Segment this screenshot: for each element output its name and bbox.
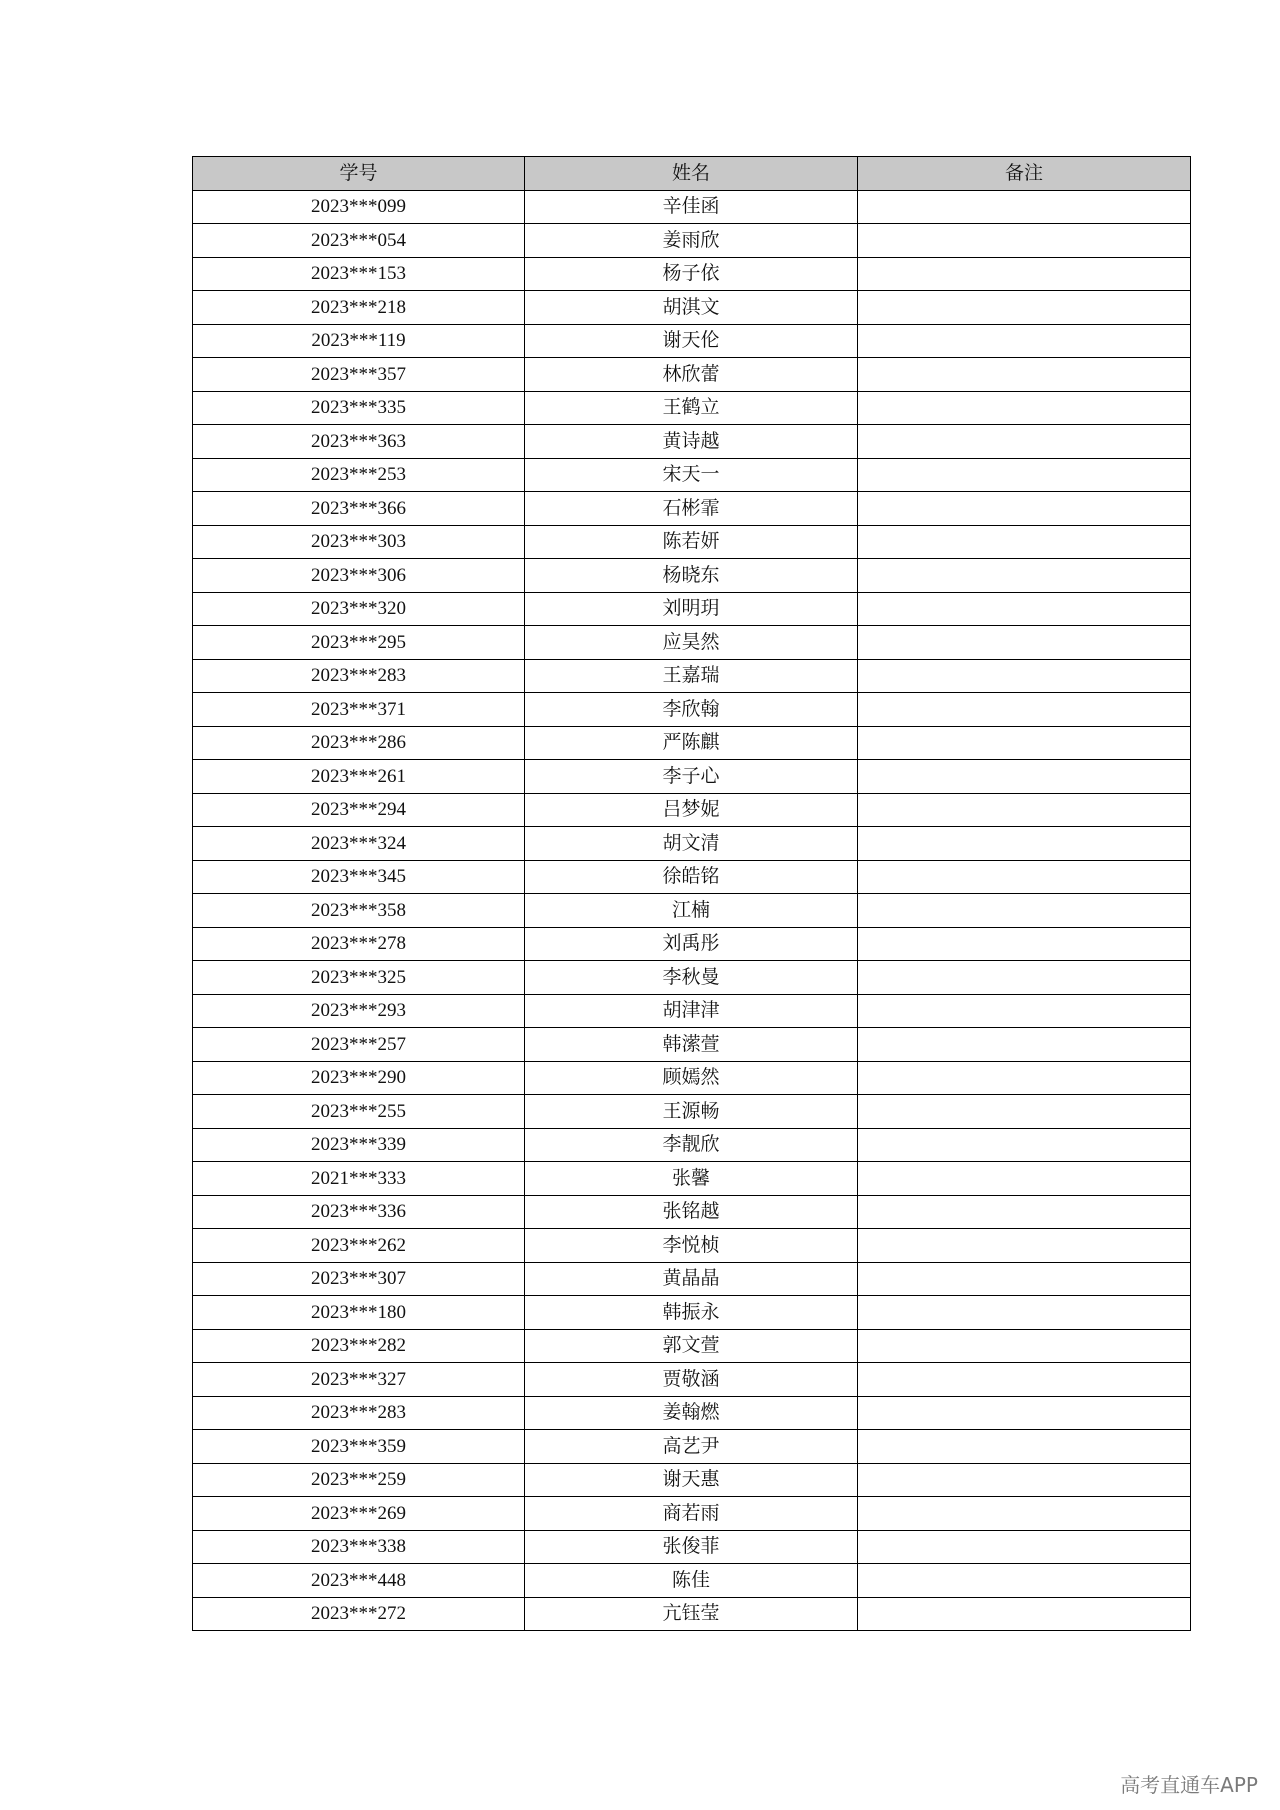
student-id-cell: 2023***218: [193, 291, 525, 325]
table-row: [193, 1396, 1191, 1430]
remarks-cell: [858, 458, 1191, 492]
table-header: [193, 157, 1191, 191]
table-row: [193, 1061, 1191, 1095]
table-row: [193, 358, 1191, 392]
remarks-cell: [858, 693, 1191, 727]
remarks-cell: [858, 190, 1191, 224]
remarks-cell: [858, 726, 1191, 760]
table-row: [193, 458, 1191, 492]
student-id-cell: 2023***339: [193, 1128, 525, 1162]
student-name-cell: 石彬霏: [525, 492, 858, 526]
table-row: [193, 391, 1191, 425]
table-row: [193, 425, 1191, 459]
table-row: [193, 559, 1191, 593]
remarks-cell: [858, 1463, 1191, 1497]
student-id-cell: 2023***153: [193, 257, 525, 291]
remarks-cell: [858, 1195, 1191, 1229]
table-row: [193, 1430, 1191, 1464]
remarks-cell: [858, 1363, 1191, 1397]
student-id-cell: 2023***307: [193, 1262, 525, 1296]
student-id-cell: 2023***261: [193, 760, 525, 794]
student-id-cell: 2023***338: [193, 1530, 525, 1564]
remarks-cell: [858, 1396, 1191, 1430]
student-name-cell: 郭文萱: [525, 1329, 858, 1363]
table-row: [193, 224, 1191, 258]
student-name-cell: 陈若妍: [525, 525, 858, 559]
remarks-cell: [858, 1028, 1191, 1062]
table-row: [193, 894, 1191, 928]
student-name-cell: 严陈麒: [525, 726, 858, 760]
remarks-cell: [858, 1095, 1191, 1129]
student-id-cell: 2023***320: [193, 592, 525, 626]
remarks-cell: [858, 1262, 1191, 1296]
table-row: [193, 324, 1191, 358]
remarks-cell: [858, 358, 1191, 392]
student-name-cell: 亢钰莹: [525, 1597, 858, 1631]
student-name-cell: 王鹤立: [525, 391, 858, 425]
remarks-cell: [858, 1530, 1191, 1564]
table-row: [193, 1195, 1191, 1229]
remarks-cell: [858, 324, 1191, 358]
remarks-cell: [858, 224, 1191, 258]
remarks-cell: [858, 1061, 1191, 1095]
student-name-cell: 胡淇文: [525, 291, 858, 325]
student-name-cell: 高艺尹: [525, 1430, 858, 1464]
remarks-cell: [858, 1296, 1191, 1330]
student-name-cell: 黄晶晶: [525, 1262, 858, 1296]
student-id-cell: 2023***324: [193, 827, 525, 861]
table-row: [193, 1162, 1191, 1196]
remarks-cell: [858, 927, 1191, 961]
student-name-cell: 辛佳函: [525, 190, 858, 224]
student-id-cell: 2023***359: [193, 1430, 525, 1464]
student-name-cell: 李欣翰: [525, 693, 858, 727]
remarks-cell: [858, 257, 1191, 291]
remarks-cell: [858, 860, 1191, 894]
header-name: 姓名: [525, 157, 858, 191]
header-remarks: 备注: [858, 157, 1191, 191]
student-id-cell: 2023***363: [193, 425, 525, 459]
student-name-cell: 韩振永: [525, 1296, 858, 1330]
student-id-cell: 2023***357: [193, 358, 525, 392]
table-row: [193, 1262, 1191, 1296]
remarks-cell: [858, 961, 1191, 995]
student-id-cell: 2023***303: [193, 525, 525, 559]
student-id-cell: 2023***294: [193, 793, 525, 827]
student-name-cell: 谢天伦: [525, 324, 858, 358]
table-row: [193, 1329, 1191, 1363]
student-name-cell: 胡津津: [525, 994, 858, 1028]
student-id-cell: 2023***272: [193, 1597, 525, 1631]
remarks-cell: [858, 760, 1191, 794]
student-id-cell: 2023***371: [193, 693, 525, 727]
student-id-cell: 2023***262: [193, 1229, 525, 1263]
table-row: [193, 726, 1191, 760]
table-row: [193, 257, 1191, 291]
table-row: [193, 1530, 1191, 1564]
remarks-cell: [858, 492, 1191, 526]
table-row: [193, 525, 1191, 559]
remarks-cell: [858, 1430, 1191, 1464]
remarks-cell: [858, 425, 1191, 459]
table-row: [193, 1128, 1191, 1162]
table-row: [193, 1363, 1191, 1397]
remarks-cell: [858, 391, 1191, 425]
student-name-cell: 韩潆萱: [525, 1028, 858, 1062]
student-id-cell: 2023***119: [193, 324, 525, 358]
student-name-cell: 张馨: [525, 1162, 858, 1196]
student-id-cell: 2023***366: [193, 492, 525, 526]
watermark: 高考直通车APP: [1120, 1773, 1258, 1797]
table-row: [193, 827, 1191, 861]
student-name-cell: 李子心: [525, 760, 858, 794]
student-id-cell: 2023***257: [193, 1028, 525, 1062]
student-id-cell: 2023***306: [193, 559, 525, 593]
remarks-cell: [858, 827, 1191, 861]
remarks-cell: [858, 1497, 1191, 1531]
table-row: [193, 190, 1191, 224]
table-row: [193, 659, 1191, 693]
student-name-cell: 贾敬涵: [525, 1363, 858, 1397]
table-body: [193, 190, 1191, 1631]
student-id-cell: 2023***345: [193, 860, 525, 894]
student-name-cell: 王源畅: [525, 1095, 858, 1129]
remarks-cell: [858, 1597, 1191, 1631]
remarks-cell: [858, 894, 1191, 928]
table-row: [193, 1296, 1191, 1330]
table-row: [193, 1463, 1191, 1497]
table-row: [193, 961, 1191, 995]
remarks-cell: [858, 626, 1191, 660]
remarks-cell: [858, 1128, 1191, 1162]
student-name-cell: 李悦桢: [525, 1229, 858, 1263]
student-name-cell: 姜雨欣: [525, 224, 858, 258]
table-row: [193, 1564, 1191, 1598]
student-id-cell: 2023***054: [193, 224, 525, 258]
student-id-cell: 2023***283: [193, 1396, 525, 1430]
student-id-cell: 2021***333: [193, 1162, 525, 1196]
student-name-cell: 谢天惠: [525, 1463, 858, 1497]
student-name-cell: 顾嫣然: [525, 1061, 858, 1095]
student-name-cell: 姜翰燃: [525, 1396, 858, 1430]
table-row: [193, 1095, 1191, 1129]
student-name-cell: 胡文清: [525, 827, 858, 861]
table-row: [193, 1229, 1191, 1263]
student-id-cell: 2023***336: [193, 1195, 525, 1229]
remarks-cell: [858, 793, 1191, 827]
student-id-cell: 2023***286: [193, 726, 525, 760]
student-name-cell: 李靓欣: [525, 1128, 858, 1162]
student-id-cell: 2023***253: [193, 458, 525, 492]
remarks-cell: [858, 1162, 1191, 1196]
student-name-cell: 王嘉瑞: [525, 659, 858, 693]
table-row: [193, 1497, 1191, 1531]
student-id-cell: 2023***099: [193, 190, 525, 224]
student-name-cell: 宋天一: [525, 458, 858, 492]
student-name-cell: 刘禹彤: [525, 927, 858, 961]
remarks-cell: [858, 659, 1191, 693]
student-id-cell: 2023***255: [193, 1095, 525, 1129]
student-id-cell: 2023***325: [193, 961, 525, 995]
student-id-cell: 2023***295: [193, 626, 525, 660]
student-id-cell: 2023***278: [193, 927, 525, 961]
table-row: [193, 492, 1191, 526]
table-row: [193, 927, 1191, 961]
student-name-cell: 张俊菲: [525, 1530, 858, 1564]
header-row: [193, 157, 1191, 191]
student-id-cell: 2023***269: [193, 1497, 525, 1531]
table-row: [193, 291, 1191, 325]
student-name-cell: 杨晓东: [525, 559, 858, 593]
student-id-cell: 2023***358: [193, 894, 525, 928]
remarks-cell: [858, 592, 1191, 626]
student-name-cell: 徐皓铭: [525, 860, 858, 894]
student-id-cell: 2023***448: [193, 1564, 525, 1598]
remarks-cell: [858, 1564, 1191, 1598]
student-id-cell: 2023***283: [193, 659, 525, 693]
table-row: [193, 626, 1191, 660]
table-row: [193, 1597, 1191, 1631]
table-row: [193, 592, 1191, 626]
table-row: [193, 994, 1191, 1028]
table-row: [193, 1028, 1191, 1062]
table-row: [193, 760, 1191, 794]
student-name-cell: 吕梦妮: [525, 793, 858, 827]
table-row: [193, 860, 1191, 894]
student-name-cell: 应昊然: [525, 626, 858, 660]
remarks-cell: [858, 994, 1191, 1028]
header-student-id: 学号: [193, 157, 525, 191]
student-name-cell: 林欣蕾: [525, 358, 858, 392]
table-row: [193, 693, 1191, 727]
student-name-cell: 杨子依: [525, 257, 858, 291]
remarks-cell: [858, 1229, 1191, 1263]
remarks-cell: [858, 525, 1191, 559]
student-roster-table: [192, 156, 1191, 1631]
student-id-cell: 2023***259: [193, 1463, 525, 1497]
student-id-cell: 2023***293: [193, 994, 525, 1028]
remarks-cell: [858, 1329, 1191, 1363]
student-name-cell: 刘明玥: [525, 592, 858, 626]
student-name-cell: 张铭越: [525, 1195, 858, 1229]
student-name-cell: 商若雨: [525, 1497, 858, 1531]
table-row: [193, 793, 1191, 827]
student-name-cell: 江楠: [525, 894, 858, 928]
student-id-cell: 2023***282: [193, 1329, 525, 1363]
student-name-cell: 陈佳: [525, 1564, 858, 1598]
student-name-cell: 李秋曼: [525, 961, 858, 995]
student-id-cell: 2023***327: [193, 1363, 525, 1397]
student-id-cell: 2023***180: [193, 1296, 525, 1330]
student-name-cell: 黄诗越: [525, 425, 858, 459]
remarks-cell: [858, 559, 1191, 593]
student-id-cell: 2023***290: [193, 1061, 525, 1095]
student-id-cell: 2023***335: [193, 391, 525, 425]
remarks-cell: [858, 291, 1191, 325]
